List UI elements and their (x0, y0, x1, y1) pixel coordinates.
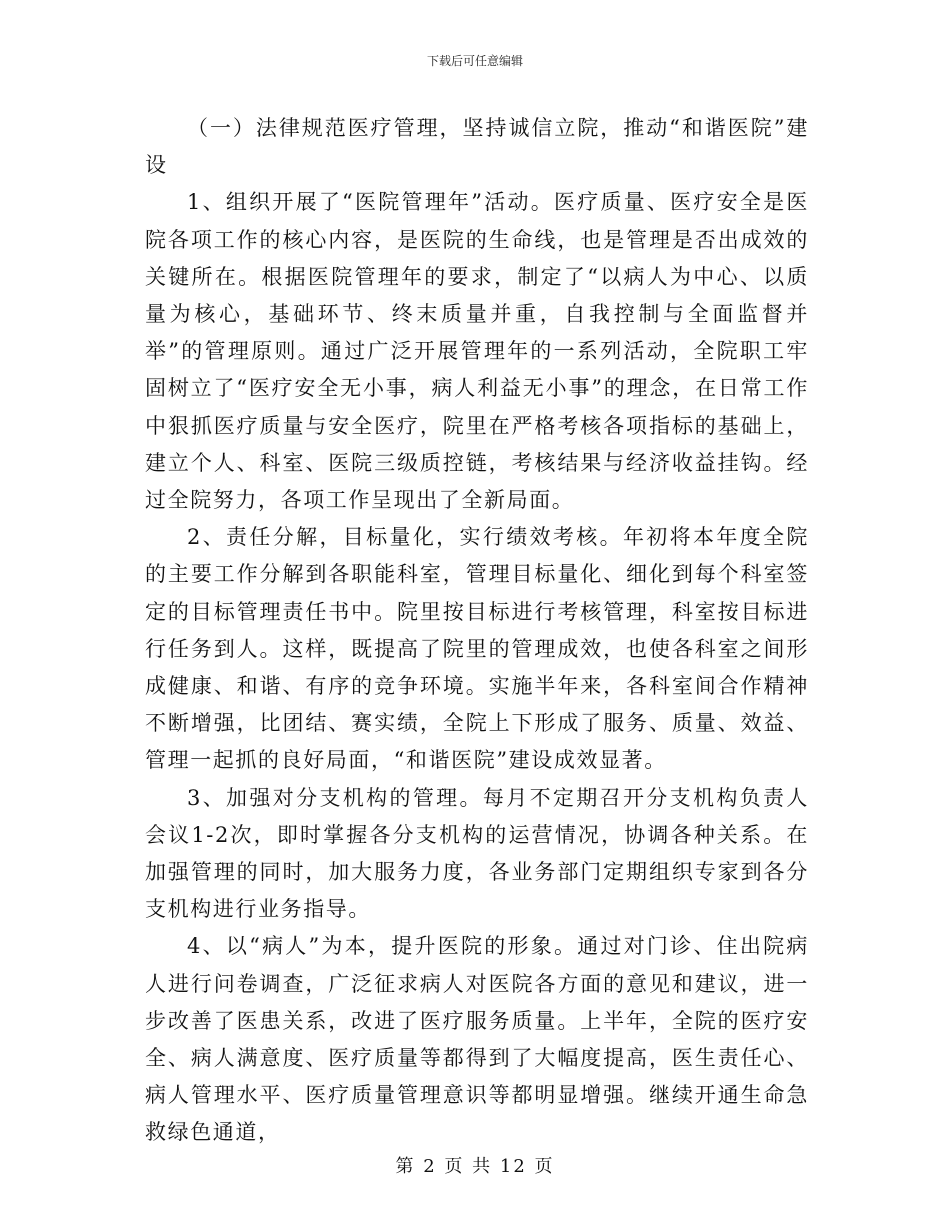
page-total: 12 (499, 1156, 527, 1177)
footer-middle: 页 共 (444, 1156, 493, 1177)
footer-suffix: 页 (534, 1156, 555, 1177)
page-footer (0, 1152, 950, 1178)
footer-prefix: 第 (395, 1156, 416, 1177)
paragraph-1: 1、组织开展了“医院管理年”活动。医疗质量、医疗安全是医院各项工作的核心内容，是医院的生命线，也是管理是否出成效的关键所在。根据医院管理年的要求，制定了“以病人为中心、以质量为核心，基础环节、终末质量并重，自我控制与全面监督并举”的管理原则。通过广泛开展管理年的一系列活动，全院职工牢固树立了“医疗安全无小事，病人利益无小事”的理念，在日常工作中狠抓医疗质量与安全医疗，院里在严格考核各项指标的基础上，建立个人、科室、医院三级质控链，考核结果与经济收益挂钩。经过全院努力，各项工作呈现出了全新局面。 (145, 190, 809, 513)
section-heading: （一）法律规范医疗管理，坚持诚信立院，推动“和谐医院”建设 (145, 116, 809, 178)
document-body (145, 110, 809, 1152)
paragraph-3: 3、加强对分支机构的管理。每月不定期召开分支机构负责人会议1-2次，即时掌握各分支机构的运营情况，协调各种关系。在加强管理的同时，加大服务力度，各业务部门定期组织专家到各分支机构进行业务指导。 (145, 785, 809, 922)
paragraph-2: 2、责任分解，目标量化，实行绩效考核。年初将本年度全院的主要工作分解到各职能科室，管理目标量化、细化到每个科室签定的目标管理责任书中。院里按目标进行考核管理，科室按目标进行任务到人。这样，既提高了院里的管理成效，也使各科室之间形成健康、和谐、有序的竞争环境。实施半年来，各科室间合作精神不断增强，比团结、赛实绩，全院上下形成了服务、质量、效益、管理一起抓的良好局面，“和谐医院”建设成效显著。 (145, 525, 809, 773)
page-header: 下载后可任意编辑 (426, 54, 523, 68)
page-number: 2 (423, 1156, 437, 1177)
paragraph-4: 4、以“病人”为本，提升医院的形象。通过对门诊、住出院病人进行问卷调查，广泛征求病人对医院各方面的意见和建议，进一步改善了医患关系，改进了医疗服务质量。上半年，全院的医疗安全、病人满意度、医疗质量等都得到了大幅度提高，医生责任心、病人管理水平、医疗质量管理意识等都明显增强。继续开通生命急救绿色通道， (145, 934, 809, 1145)
